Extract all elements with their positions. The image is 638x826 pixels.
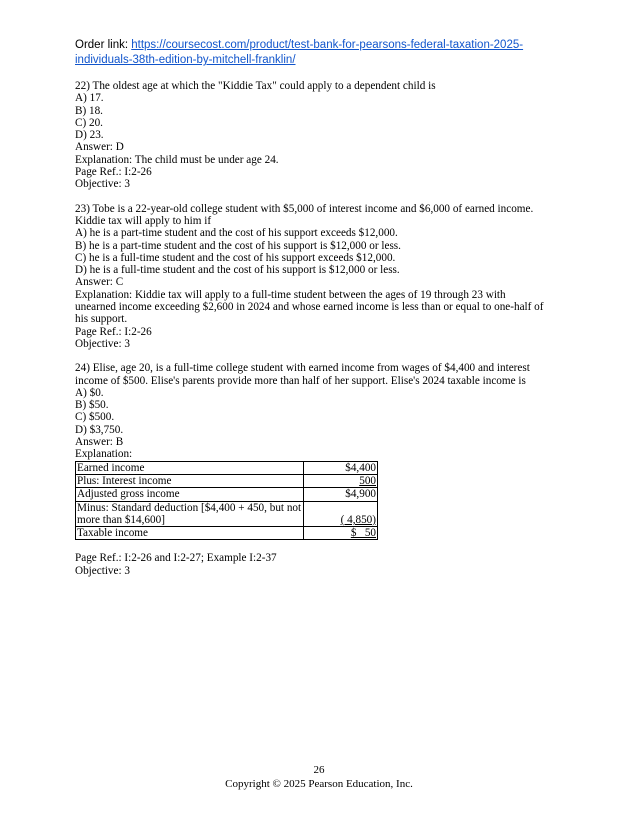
page-number: 26 (313, 764, 325, 776)
question-text: income of $500. Elise's parents provide more than half of her support. Elise's 2024 taxable income is (75, 374, 526, 387)
option-d: D) 23. (75, 129, 104, 142)
document-page (75, 38, 555, 577)
row-amount: $4,900 (303, 488, 377, 501)
row-amount (303, 501, 377, 527)
explanation: unearned income exceeding $2,600 in 2024 and whose earned income is less than or equal to one-half of (75, 301, 544, 314)
answer: Answer: C (75, 276, 124, 289)
page-ref: Page Ref.: I:2-26 and I:2-27; Example I:2-37 (75, 552, 277, 565)
copyright-notice: Copyright © 2025 Pearson Education, Inc. (225, 778, 413, 790)
option-b: B) $50. (75, 399, 109, 412)
double-underlined-amount: $ 50 (350, 527, 376, 540)
page-ref: Page Ref.: I:2-26 (75, 166, 152, 179)
row-label: Taxable income (76, 527, 304, 540)
row-amount: $4,400 (303, 461, 377, 474)
row-label: Earned income (76, 461, 304, 474)
explanation: Explanation: The child must be under age 24. (75, 153, 279, 166)
objective: Objective: 3 (75, 178, 130, 191)
option-c: C) 20. (75, 116, 103, 129)
question-text: 23) Tobe is a 22-year-old college student with $5,000 of interest income and $6,000 of earned income. (75, 202, 534, 215)
table-row (76, 527, 378, 540)
objective: Objective: 3 (75, 337, 130, 350)
option-a: A) $0. (75, 386, 104, 399)
objective: Objective: 3 (75, 564, 130, 577)
option-b: B) 18. (75, 104, 103, 117)
question-text: 24) Elise, age 20, is a full-time college student with earned income from wages of $4,400 and interest (75, 362, 530, 375)
table-row (76, 474, 378, 487)
explanation: his support. (75, 313, 128, 326)
option-d: D) $3,750. (75, 423, 124, 436)
option-c: C) $500. (75, 411, 115, 424)
row-label: Adjusted gross income (76, 488, 304, 501)
row-amount (303, 527, 377, 540)
answer: Answer: D (75, 141, 124, 154)
underlined-amount: 500 (359, 474, 376, 487)
order-link-label: Order link: (75, 39, 129, 51)
table-row (76, 501, 378, 527)
option-a: A) 17. (75, 92, 104, 105)
row-label: Plus: Interest income (76, 474, 304, 487)
answer: Answer: B (75, 436, 124, 449)
row-label: Minus: Standard deduction [$4,400 + 450, but not more than $14,600] (77, 501, 302, 526)
explanation: Explanation: Kiddie tax will apply to a full-time student between the ages of 19 through 23 with (75, 288, 506, 301)
option-d: D) he is a full-time student and the cost of his support is $12,000 or less. (75, 264, 400, 277)
explanation-label: Explanation: (75, 448, 133, 461)
question-22 (75, 80, 555, 191)
table-row (76, 461, 378, 474)
row-amount (303, 474, 377, 487)
question-text: 22) The oldest age at which the "Kiddie Tax" could apply to a dependent child is (75, 80, 436, 92)
option-b: B) he is a part-time student and the cost of his support is $12,000 or less. (75, 239, 401, 252)
underlined-amount: ( 4,850) (340, 513, 376, 526)
order-link[interactable]: https://coursecost.com/product/test-bank-for-pearsons-federal-taxation-2025-individuals-38th-edition-by-mitchell-franklin/ (75, 39, 524, 66)
table-row (76, 488, 378, 501)
order-link-header (75, 38, 555, 68)
page-ref: Page Ref.: I:2-26 (75, 325, 152, 338)
explanation-table (75, 461, 378, 541)
question-text: Kiddie tax will apply to him if (75, 214, 212, 227)
question-24 (75, 362, 555, 577)
question-23 (75, 203, 555, 351)
option-c: C) he is a full-time student and the cost of his support exceeds $12,000. (75, 251, 396, 264)
option-a: A) he is a part-time student and the cost of his support exceeds $12,000. (75, 227, 398, 240)
